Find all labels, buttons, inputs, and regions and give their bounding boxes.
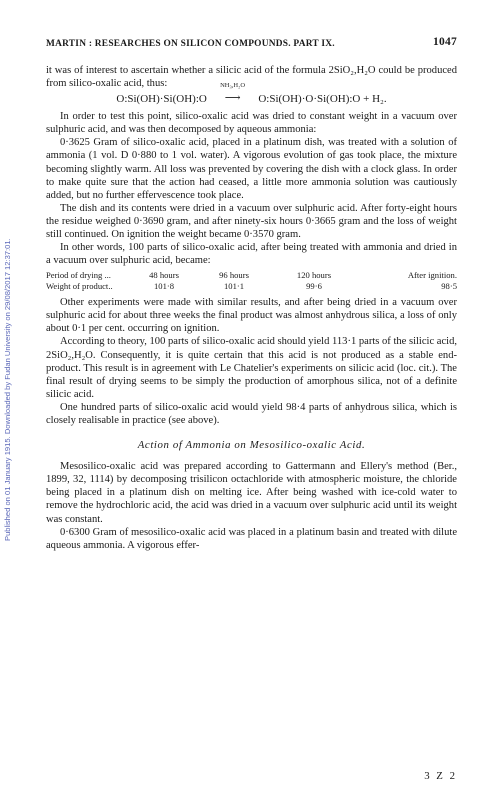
- table-cell: 99·6: [306, 280, 322, 291]
- page-header: [46, 37, 457, 51]
- page-number: 1047: [433, 36, 457, 48]
- table-cell: 101·8: [153, 280, 175, 291]
- paragraph: 0·6300 Gram of mesosilico-oxalic acid was placed in a platinum basin and treated with dilute aqueous ammonia. A vigorous effer-: [46, 526, 457, 551]
- table-cell: 48 hours: [149, 270, 179, 281]
- reaction-arrow: [210, 82, 256, 105]
- signature-mark: 3 Z 2: [424, 770, 457, 782]
- section-heading: Action of Ammonia on Mesosilico-oxalic Acid.: [137, 439, 366, 452]
- table-cell: After ignition.: [407, 270, 457, 281]
- publication-stamp: Published on 01 January 1915. Downloaded by Fudan University on 29/08/2017 12:37:01.: [3, 238, 12, 542]
- equation-right: O:Si(OH)·O·Si(OH):O + H₂.: [258, 93, 387, 106]
- equation-left: O:Si(OH)·Si(OH):O: [116, 93, 207, 106]
- paragraph: 0·3625 Gram of silico-oxalic acid, placed in a platinum dish, was treated with a solution of ammonia (1 vol. D 0·880 to 1 vol. water). A vigorous evolution of gas took place, the mixture becoming slightly warm. All loss was prevented by covering the dish with a clock glass. In order to make quite sure that the action had ceased, a little more ammonia solution was cautiously added, but no further effervescence took place.: [46, 137, 457, 201]
- paragraph: According to theory, 100 parts of silico-oxalic acid should yield 113·1 parts of the silicic acid, 2SiO₂,H₂O. Consequently, it is quite certain that this acid is not produced as a stable end-product. This result is in agreement with Le Chatelier's experiments on silicic acid (loc. cit.). The final result of drying seems to be simply the production of amorphous silica, not of a definite silicic acid.: [46, 336, 457, 400]
- table-cell: 101·1: [223, 280, 245, 291]
- table-cell: Weight of product..: [46, 280, 113, 291]
- table-cell: 96 hours: [219, 270, 249, 281]
- paragraph: In order to test this point, silico-oxalic acid was dried to constant weight in a vacuum over sulphuric acid, and was then decomposed by aqueous ammonia:: [46, 111, 457, 136]
- paragraph: One hundred parts of silico-oxalic acid would yield 98·4 parts of anhydrous silica, which is closely realisable in practice (see above).: [46, 401, 457, 426]
- paragraph: The dish and its contents were dried in a vacuum over sulphuric acid. After forty-eight hours the residue weighed 0·3690 gram, and after ninety-six hours 0·3665 gram and the loss of weight still continued. On ignition the weight became 0·3570 gram.: [46, 202, 457, 241]
- table-row: [46, 281, 457, 291]
- table-cell: 120 hours: [296, 270, 332, 281]
- drying-table: [46, 270, 457, 291]
- article-body: [46, 64, 457, 552]
- table-cell: Period of drying ...: [46, 270, 111, 281]
- table-cell: 98·5: [441, 280, 457, 291]
- table-row: [46, 270, 457, 280]
- paragraph: it was of interest to ascertain whether a silicic acid of the formula 2SiO₂,H₂O could be produced from silico-oxalic acid, thus:: [46, 65, 457, 90]
- chemical-equation: [46, 82, 457, 106]
- running-title: MARTIN : RESEARCHES ON SILICON COMPOUNDS. PART IX.: [46, 39, 335, 49]
- paragraph: In other words, 100 parts of silico-oxalic acid, after being treated with ammonia and dried in a vacuum over sulphuric acid, became:: [46, 242, 457, 267]
- paragraph: Other experiments were made with similar results, and after being dried in a vacuum over sulphuric acid for about three weeks the final product was almost anhydrous silica, a loss of only about 0·1 per cent. occurring on ignition.: [46, 297, 457, 335]
- paragraph: Mesosilico-oxalic acid was prepared according to Gattermann and Ellery's method (Ber., 1899, 32, 1114) by decomposing trisilicon octachloride with atmospheric moisture, the chloride being placed in a platinum dish on melting ice. After being washed with ice-cold water to remove the hydrochloric acid, the acid was dried in a vacuum over sulphuric acid until its weight was constant.: [46, 461, 457, 525]
- arrow-icon: ⟶: [224, 92, 241, 105]
- reaction-condition: NH₃,H₂O: [220, 82, 246, 90]
